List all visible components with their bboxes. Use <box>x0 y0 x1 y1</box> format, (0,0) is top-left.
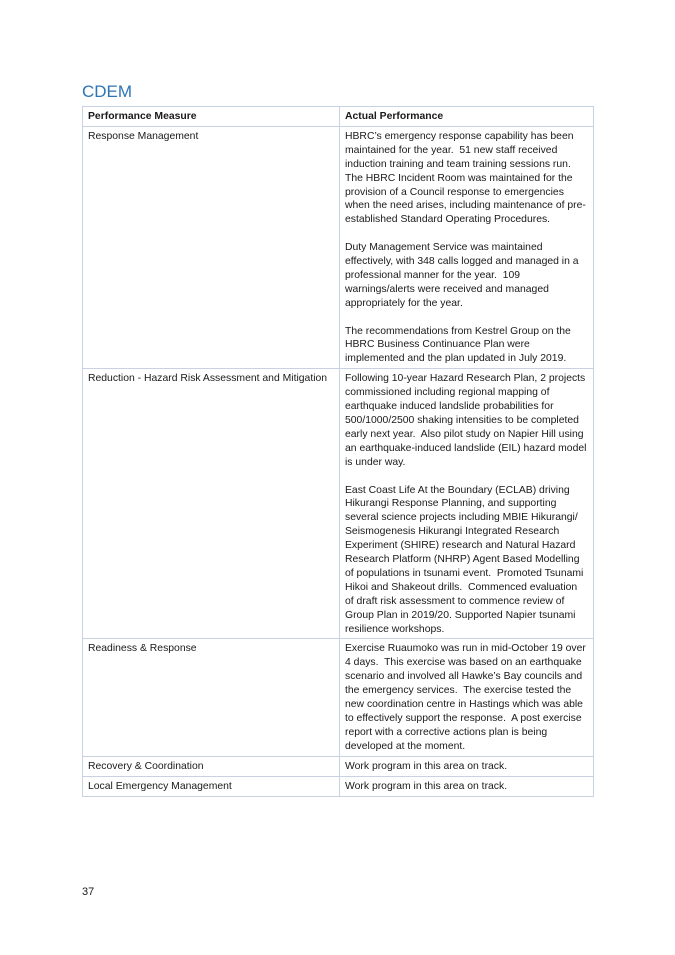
performance-measure-cell: Recovery & Coordination <box>83 756 340 776</box>
performance-paragraph: East Coast Life At the Boundary (ECLAB) driving Hikurangi Response Planning, and supporting several science projects including MBIE Hikurangi/ Seismogenesis Hikurangi Integrated Research Experiment (SHIRE) research and Natural Hazard Research Platform (NHRP) Agent Based Modelling of populations in tsunami event. Promoted Tsunami Hikoi and Shakeout drills. Commenced evaluation of draft risk assessment to commence review of Group Plan in 2019/20. Supported Napier tsunami resilience workshops. <box>345 484 587 635</box>
section-heading: CDEM <box>82 82 133 101</box>
actual-performance-cell <box>340 369 594 639</box>
table-row <box>83 639 594 756</box>
performance-measure-cell: Readiness & Response <box>83 639 340 756</box>
performance-table <box>82 106 594 797</box>
performance-measure-cell: Response Management <box>83 126 340 368</box>
performance-paragraph: Exercise Ruaumoko was run in mid-October 19 over 4 days. This exercise was based on an earthquake scenario and involved all Hawke’s Bay councils and the emergency services. The exercise tested the new coordination centre in Hastings which was able to effectively support the response. A post exercise report with a corrective actions plan is being developed at the moment. <box>345 643 589 752</box>
table-row <box>83 369 594 639</box>
actual-performance-cell <box>340 776 594 796</box>
actual-performance-cell <box>340 756 594 776</box>
performance-paragraph: Work program in this area on track. <box>345 780 508 792</box>
actual-performance-cell <box>340 126 594 368</box>
performance-paragraph: The recommendations from Kestrel Group on the HBRC Business Continuance Plan were implemented and the plan updated in July 2019. <box>345 325 574 365</box>
performance-paragraph: HBRC’s emergency response capability has been maintained for the year. 51 new staff received induction training and team training sessions run. The HBRC Incident Room was maintained for the provision of a Council response to emergencies when the need arises, including maintenance of pre-established Standard Operating Procedures. <box>345 130 586 226</box>
page-number: 37 <box>82 886 95 898</box>
table-header-row <box>83 107 594 127</box>
table-row <box>83 126 594 368</box>
column-header-measure: Performance Measure <box>83 107 340 127</box>
actual-performance-cell <box>340 639 594 756</box>
performance-measure-cell: Local Emergency Management <box>83 776 340 796</box>
performance-paragraph: Duty Management Service was maintained effectively, with 348 calls logged and managed in a professional manner for the year. 109 warnings/alerts were received and managed appropriately for the year. <box>345 242 582 309</box>
table-body <box>83 126 594 796</box>
performance-measure-cell: Reduction - Hazard Risk Assessment and Mitigation <box>83 369 340 639</box>
performance-paragraph: Work program in this area on track. <box>345 760 508 772</box>
table-row <box>83 776 594 796</box>
performance-paragraph: Following 10-year Hazard Research Plan, 2 projects commissioned including regional mapping of earthquake induced landslide probabilities for 500/1000/2500 shaking intensities to be completed early next year. Also pilot study on Napier Hill using an earthquake-induced landslide (EIL) hazard model is under way. <box>345 373 590 468</box>
table-row <box>83 756 594 776</box>
column-header-performance: Actual Performance <box>340 107 594 127</box>
